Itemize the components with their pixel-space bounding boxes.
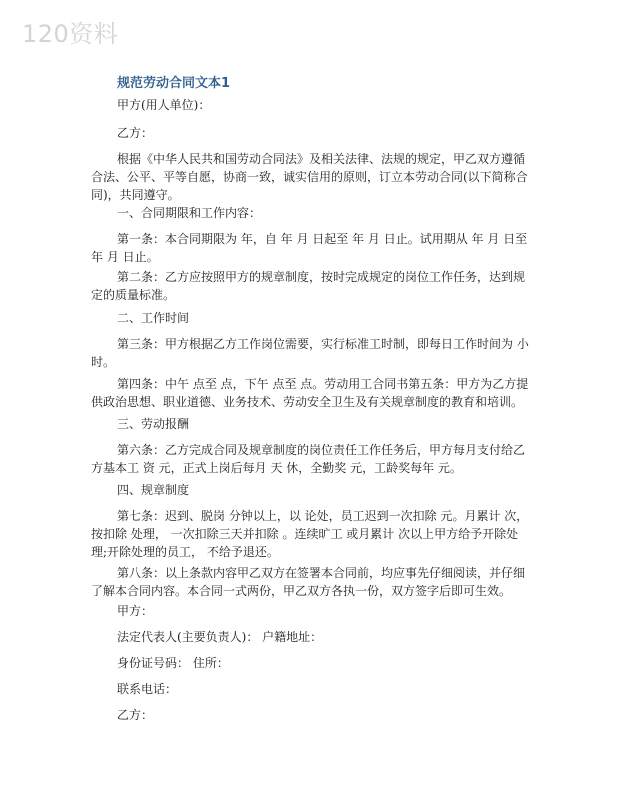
party-a-line: 甲方(用人单位)： bbox=[117, 98, 211, 112]
article-1-paragraph: 第一条：本合同期限为 年，自 年 月 日起至 年 月 日止。试用期从 年 月 日至 年 月 日止。 bbox=[91, 232, 528, 264]
phone-line: 联系电话： bbox=[117, 682, 178, 696]
legal-representative-line: 法定代表人(主要负责人)： 户籍地址： bbox=[117, 630, 323, 644]
section-heading-4: 四、规章制度 bbox=[117, 483, 190, 497]
watermark-logo: 120资料 bbox=[22, 20, 119, 48]
article-8-paragraph: 第八条：以上条款内容甲乙双方在签署本合同前，均应事先仔细阅读，并仔细了解本合同内容。本合同一式两份，甲乙双方各执一份，双方签字后即可生效。 bbox=[91, 566, 526, 598]
id-number-line: 身份证号码： 住所： bbox=[117, 656, 229, 670]
article-4-paragraph: 第四条：中午 点至 点，下午 点至 点。劳动用工合同书第五条：甲方为乙方提供政治思想、职业道德、业务技术、劳动安全卫生及有关规章制度的教育和培训。 bbox=[91, 377, 529, 409]
section-heading-1: 一、合同期限和工作内容： bbox=[117, 206, 262, 220]
signature-party-a: 甲方： bbox=[117, 604, 154, 618]
party-b-line: 乙方： bbox=[117, 126, 154, 140]
article-3-paragraph: 第三条：甲方根据乙方工作岗位需要，实行标准工时制，即每日工作时间为 小时。 bbox=[91, 337, 529, 369]
article-2-paragraph: 第二条：乙方应按照甲方的规章制度，按时完成规定的岗位工作任务，达到规定的质量标准。 bbox=[91, 270, 526, 302]
document-title: 规范劳动合同文本1 bbox=[117, 76, 231, 91]
preamble-paragraph: 根据《中华人民共和国劳动合同法》及相关法律、法规的规定，甲乙双方遵循合法、公平、平等自愿，协商一致，诚实信用的原则，订立本劳动合同(以下简称合同)，共同遵守。 bbox=[91, 152, 528, 202]
signature-party-b: 乙方： bbox=[117, 708, 154, 722]
article-6-paragraph: 第六条：乙方完成合同及规章制度的岗位责任工作任务后，甲方每月支付给乙方基本工 资 元，正式上岗后每月 天 休，全勤奖 元，工龄奖每年 元。 bbox=[91, 443, 526, 475]
section-heading-3: 三、劳动报酬 bbox=[117, 417, 190, 431]
section-heading-2: 二、工作时间 bbox=[117, 311, 190, 325]
article-7-paragraph: 第七条：迟到、脱岗 分钟以上，以 论处，员工迟到一次扣除 元。月累计 次，按扣除 处理， 一次扣除三天并扣除 。连续旷工 或月累计 次以上甲方给予开除处理;开除处理的员工， 不给予退还。 bbox=[91, 509, 529, 559]
